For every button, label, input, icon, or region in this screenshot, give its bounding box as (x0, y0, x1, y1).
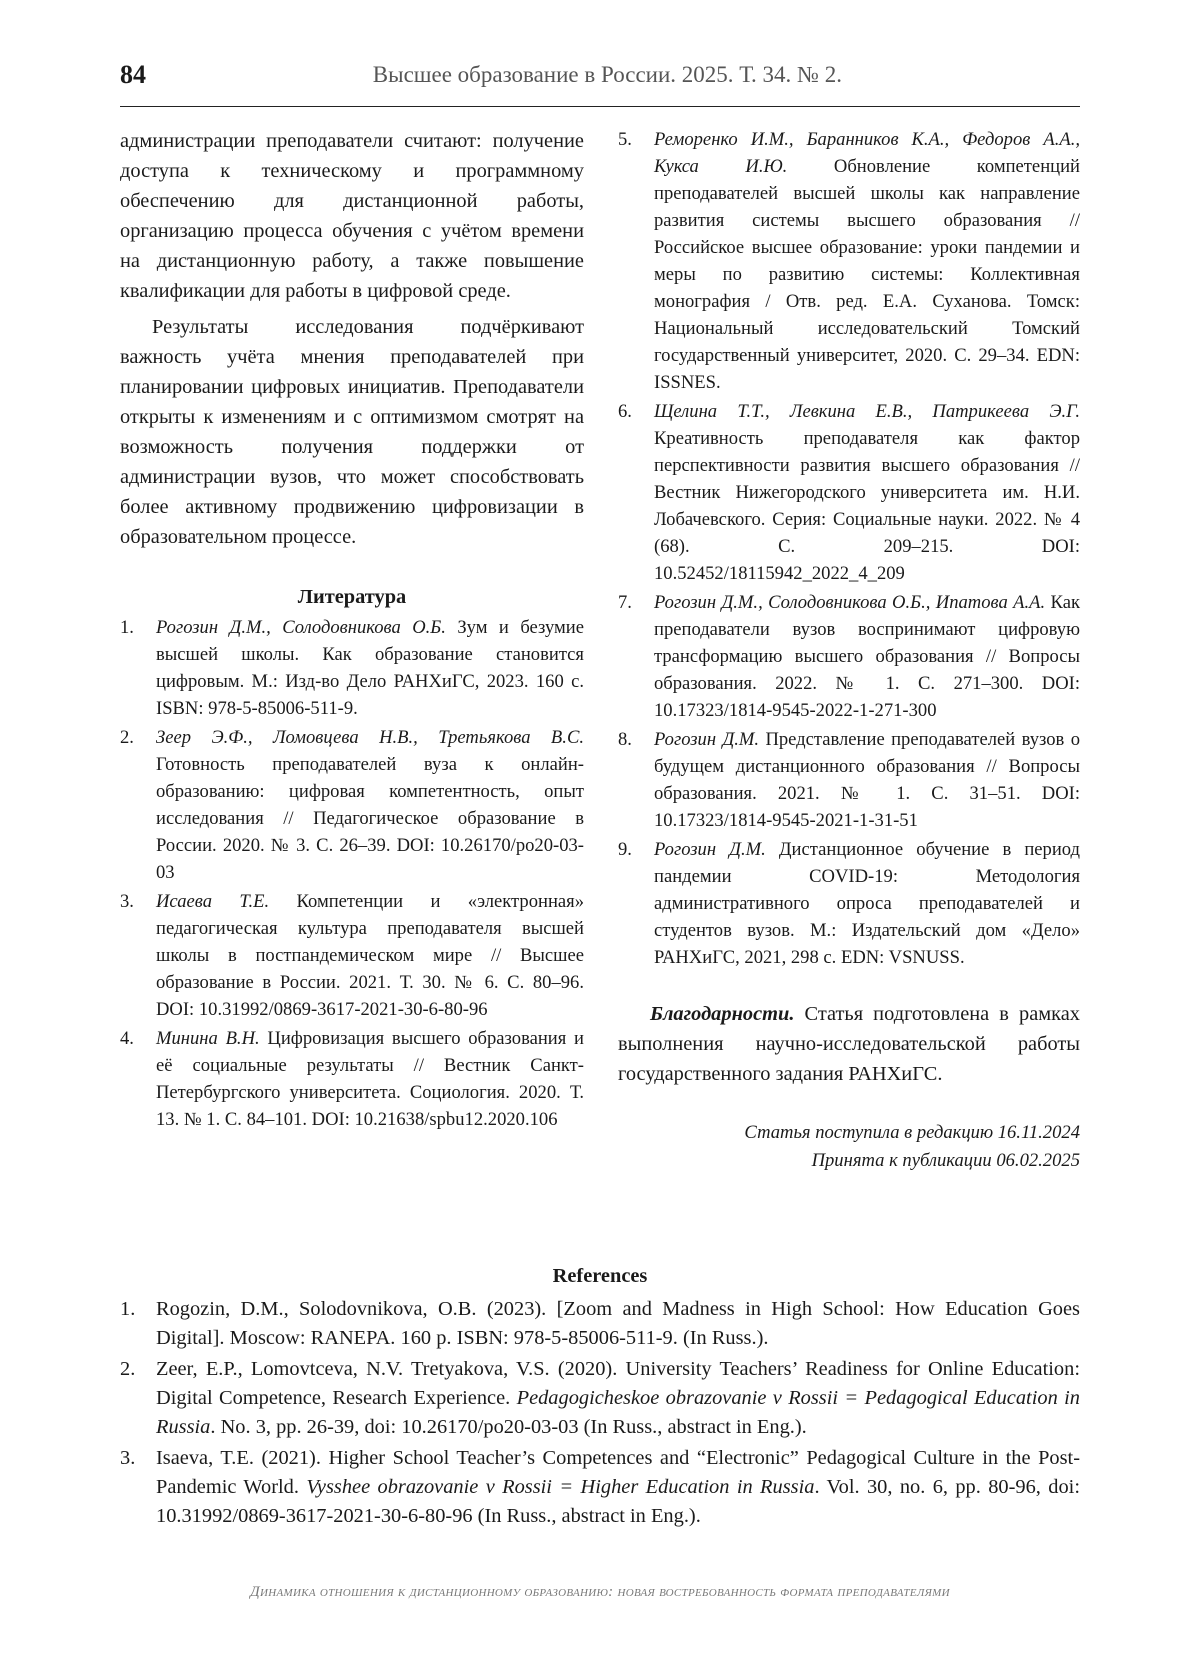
references-list (120, 1295, 1080, 1531)
reference-item (618, 726, 1080, 834)
reference-item (120, 1444, 1080, 1531)
reference-authors: Реморенко И.М., Баранников К.А., Федоров А.А., Кукса И.Ю. (654, 129, 1080, 177)
left-column (120, 126, 584, 1135)
literature-heading: Литература (297, 586, 407, 608)
page-header (120, 58, 1080, 107)
reference-number: 1. (120, 1298, 136, 1320)
reference-number: 2. (120, 1358, 136, 1380)
article-dates (618, 1119, 1080, 1175)
reference-item (120, 614, 584, 722)
reference-text: Компетенции и «электронная» педагогическая культура преподавателя высшей школы в постпандемическом мире // Высшее образование в России. 2021. Т. 30. № 6. С. 80–96. DOI: 10.31992/0869-3617-2021-30-6-80-96 (156, 891, 584, 1020)
reference-item (618, 589, 1080, 724)
reference-authors: Рогозин Д.М. (654, 729, 760, 750)
reference-text: Zeer, E.P., Lomovtceva, N.V. Tretyakova, V.S. (2020). University Teachers’ Readiness for Online Education: Digital Competence, Research Experience. (156, 1358, 1080, 1409)
journal-title: Высшее образование в России. 2025. Т. 34. № 2. (372, 62, 842, 87)
reference-text: Rogozin, D.M., Solodovnikova, O.B. (2023). [Zoom and Madness in High School: How Education Goes Digital]. Moscow: RANEPA. 160 p. ISBN: 978-5-85006-511-9. (In Russ.). (156, 1298, 1080, 1349)
reference-text: Цифровизация высшего образования и её социальные результаты // Вестник Санкт-Петербургского университета. Социология. 2020. Т. 13. № 1. С. 84–101. DOI: 10.21638/spbu12.2020.106 (156, 1028, 584, 1130)
reference-number: 3. (120, 891, 134, 912)
literature-list (120, 614, 584, 1133)
reference-text: Дистанционное обучение в период пандемии COVID-19: Методология административного опроса преподавателей и студентов вузов. М.: Издательский дом «Дело» РАНХиГС, 2021, 298 с. EDN: VSNUSS. (654, 839, 1081, 968)
reference-authors: Зеер Э.Ф., Ломовцева Н.В., Третьякова В.С. (156, 727, 584, 748)
reference-number: 4. (120, 1028, 134, 1049)
reference-details: . No. 3, pp. 26-39, doi: 10.26170/po20-03-03 (In Russ., abstract in Eng.). (210, 1416, 807, 1438)
reference-number: 5. (618, 129, 632, 150)
reference-number: 9. (618, 839, 632, 860)
reference-text: Обновление компетенций преподавателей высшей школы как направление развития системы высшего образования // Российское высшее образование: уроки пандемии и меры по развитию системы: Коллективная монография / Отв. ред. Е.А. Суханова. Томск: Национальный исследовательский Томский государственный университет, 2020. С. 29–34. EDN: ISSNES. (654, 156, 1080, 393)
right-column (618, 126, 1080, 1175)
reference-item (120, 1355, 1080, 1442)
reference-item (120, 888, 584, 1023)
received-date: Статья поступила в редакцию 16.11.2024 (744, 1122, 1080, 1143)
reference-details: . Vol. 30, no. 6, pp. 80-96, doi: 10.31992/0869-3617-2021-30-6-80-96 (In Russ., abstract in Eng.). (156, 1476, 1080, 1527)
reference-authors: Исаева Т.Е. (156, 891, 270, 912)
reference-number: 7. (618, 592, 632, 613)
reference-journal: Pedagogicheskoe obrazovanie v Rossii = Pedagogical Education in Russia (156, 1387, 1080, 1438)
reference-text: Как преподаватели вузов воспринимают цифровую трансформацию высшего образования // Вопросы образования. 2022. № 1. С. 271–300. DOI: 10.17323/1814-9545-2022-1-271-300 (654, 592, 1081, 721)
accepted-date: Принята к публикации 06.02.2025 (811, 1150, 1080, 1171)
reference-authors: Рогозин Д.М., Солодовникова О.Б., Ипатова А.А. (654, 592, 1046, 613)
reference-text: Представление преподавателей вузов о будущем дистанционного образования // Вопросы образования. 2021. № 1. С. 31–51. DOI: 10.17323/1814-9545-2021-1-31-51 (654, 729, 1080, 831)
reference-number: 3. (120, 1447, 136, 1469)
reference-item (120, 1025, 584, 1133)
reference-number: 8. (618, 729, 632, 750)
body-paragraph: Результаты исследования подчёркивают важность учёта мнения преподавателей при планировании цифровых инициатив. Преподаватели открыты к изменениям и с оптимизмом смотрят на возможность получения поддержки от администрации вузов, что может способствовать более активному продвижению цифровизации в образовательном процессе. (120, 316, 584, 548)
reference-text: Isaeva, T.E. (2021). Higher School Teacher’s Competences and “Electronic” Pedagogical Culture in the Post-Pandemic World. (156, 1447, 1080, 1498)
reference-authors: Минина В.Н. (156, 1028, 260, 1049)
reference-item (120, 1295, 1080, 1353)
reference-journal: Vysshee obrazovanie v Rossii = Higher Education in Russia (306, 1476, 815, 1498)
reference-item (120, 724, 584, 886)
page-number: 84 (120, 60, 146, 89)
english-references (120, 1262, 1080, 1533)
acknowledgement-label: Благодарности. (650, 1003, 795, 1025)
references-heading: References (552, 1265, 648, 1287)
reference-item (618, 126, 1080, 396)
acknowledgement (618, 999, 1080, 1089)
reference-text: Креативность преподавателя как фактор перспективности развития высшего образования // Вестник Нижегородского университета им. Н.И. Лобачевского. Серия: Социальные науки. 2022. № 4 (68). С. 209–215. DOI: 10.52452/18115942_2022_4_209 (654, 428, 1080, 584)
reference-authors: Щелина Т.Т., Левкина Е.В., Патрикеева Э.Г. (654, 401, 1080, 422)
reference-authors: Рогозин Д.М. (654, 839, 766, 860)
reference-number: 1. (120, 617, 134, 638)
reference-number: 6. (618, 401, 632, 422)
running-footer: Динамика отношения к дистанционному образованию: новая востребованность формата преподавателями (250, 1584, 950, 1600)
reference-number: 2. (120, 727, 134, 748)
reference-text: Зум и безумие высшей школы. Как образование становится цифровым. М.: Изд-во Дело РАНХиГС, 2023. 160 с. ISBN: 978-5-85006-511-9. (156, 617, 584, 719)
reference-item (618, 398, 1080, 587)
literature-list-continued (618, 126, 1080, 971)
acknowledgement-text: Статья подготовлена в рамках выполнения научно-исследовательской работы государственного задания РАНХиГС. (618, 1003, 1080, 1085)
reference-item (618, 836, 1080, 971)
reference-text: Готовность преподавателей вуза к онлайн-образованию: цифровая компетентность, опыт исследования // Педагогическое образование в России. 2020. № 3. С. 26–39. DOI: 10.26170/po20-03-03 (156, 754, 584, 883)
reference-authors: Рогозин Д.М., Солодовникова О.Б. (156, 617, 446, 638)
body-paragraph: администрации преподаватели считают: получение доступа к техническому и программному обеспечению для дистанционной работы, организацию процесса обучения с учётом времени на дистанционную работу, а также повышение квалификации для работы в цифровой среде. (120, 130, 584, 302)
